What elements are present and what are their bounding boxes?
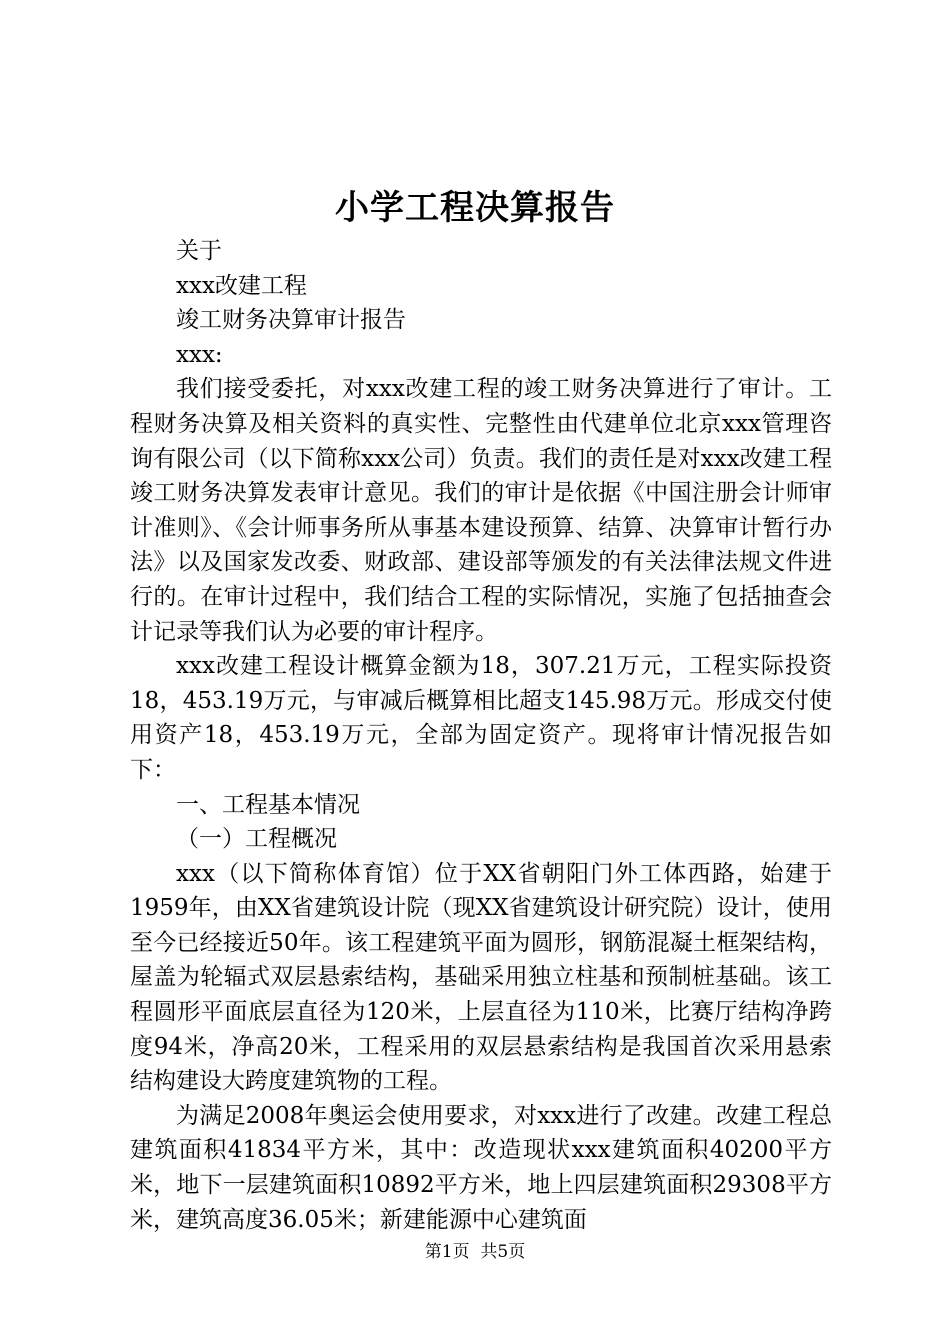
page-footer	[0, 1240, 950, 1264]
paragraph-addressee: xxx:	[176, 341, 223, 368]
paragraph-overview: xxx（以下简称体育馆）位于XX省朝阳门外工体西路，始建于1959年，由XX省建筑设计院（现XX省建筑设计研究院）设计，使用至今已经接近50年。该工程建筑平面为圆形，钢筋混凝土框架结构，屋盖为轮辐式双层悬索结构，基础采用独立柱基和预制桩基础。该工程圆形平面底层直径为120米，上层直径为110米，比赛厅结构净跨度94米，净高20米，工程采用的双层悬索结构是我国首次采用悬索结构建设大跨度建筑物的工程。	[130, 860, 832, 1095]
subsection-heading-overview: （一）工程概况	[176, 826, 337, 853]
page-total: 共5页	[480, 1242, 526, 1262]
paragraph-heading-project: xxx改建工程	[176, 272, 307, 299]
paragraph-engagement: 我们接受委托，对xxx改建工程的竣工财务决算进行了审计。工程财务决算及相关资料的真实性、完整性由代建单位北京xxx管理咨询有限公司（以下简称xxx公司）负责。我们的责任是对xxx改建工程竣工财务决算发表审计意见。我们的审计是依据《中国注册会计师审计准则》、《会计师事务所从事基本建设预算、结算、决算审计暂行办法》以及国家发改委、财政部、建设部等颁发的有关法律法规文件进行的。在审计过程中，我们结合工程的实际情况，实施了包括抽查会计记录等我们认为必要的审计程序。	[130, 376, 832, 645]
document-title: 小学工程决算报告	[335, 188, 615, 228]
document-body	[130, 234, 832, 1237]
paragraph-heading-report: 竣工财务决算审计报告	[176, 307, 406, 334]
paragraph-heading-about: 关于	[176, 238, 222, 264]
section-heading-basic: 一、工程基本情况	[176, 791, 360, 818]
page-number: 第1页	[424, 1242, 470, 1262]
paragraph-amounts: xxx改建工程设计概算金额为18，307.21万元，工程实际投资18，453.19万元，与审减后概算相比超支145.98万元。形成交付使用资产18，453.19万元，全部为固定资产。现将审计情况报告如下：	[130, 653, 832, 783]
paragraph-renovation: 为满足2008年奥运会使用要求，对xxx进行了改建。改建工程总建筑面积41834平方米，其中：改造现状xxx建筑面积40200平方米，地下一层建筑面积10892平方米，地上四层建筑面积29308平方米，建筑高度36.05米；新建能源中心建筑面	[130, 1102, 832, 1233]
